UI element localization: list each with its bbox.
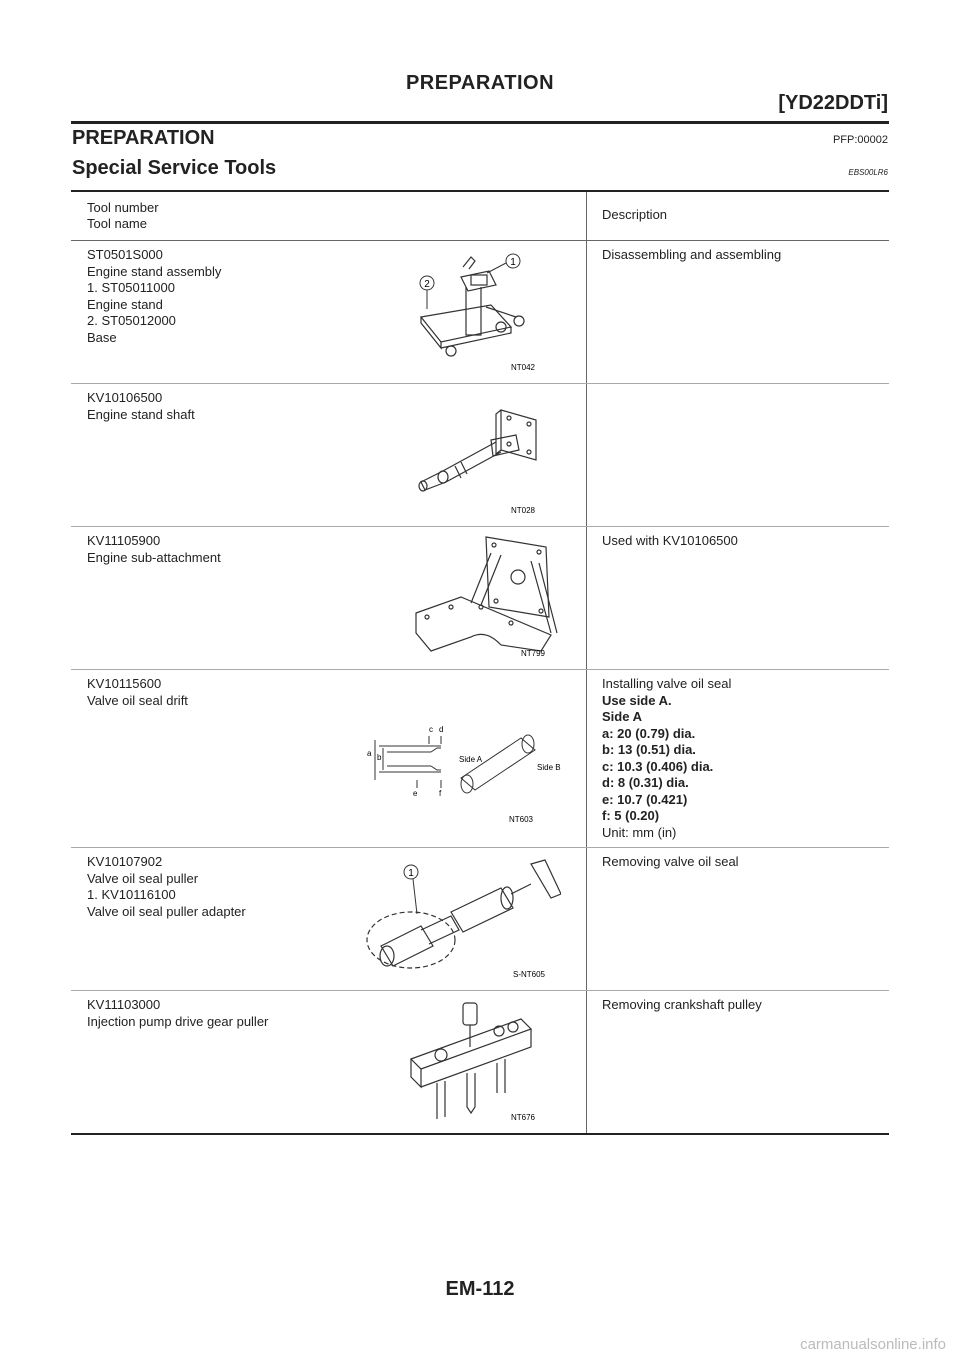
- side-b-label: Side B: [537, 763, 561, 772]
- table-row: [71, 991, 889, 1135]
- valve-oil-seal-puller-illustration: [361, 854, 561, 982]
- tool-cell: KV10115600 Valve oil seal drift: [87, 676, 188, 708]
- side-a-label: Side A: [459, 755, 483, 764]
- svg-text:e: e: [413, 789, 418, 798]
- injection-pump-puller-illustration: [401, 997, 561, 1125]
- table-row: [71, 527, 889, 670]
- figure-code: NT799: [520, 649, 546, 658]
- figure-code: NT676: [510, 1113, 536, 1122]
- svg-text:a: a: [367, 749, 372, 758]
- watermark: carmanualsonline.info: [800, 1336, 946, 1353]
- description-cell: Installing valve oil seal Use side A. Side A a: 20 (0.79) dia. b: 13 (0.51) dia. c: 10.3 (0.406) dia. d: 8 (0.31) dia. e: 10.7 (0.421) f: 5 (0.20) Unit: mm (in): [602, 676, 732, 840]
- table-row: [71, 241, 889, 384]
- figure-code: NT042: [510, 363, 536, 372]
- table-row: [71, 384, 889, 527]
- subsection-title: Special Service Tools: [72, 157, 277, 179]
- tool-cell: KV10106500 Engine stand shaft: [87, 390, 195, 422]
- description-cell: Removing crankshaft pulley: [602, 997, 762, 1012]
- figure-code: NT028: [510, 506, 536, 515]
- page-number: EM-112: [445, 1278, 515, 1300]
- svg-text:d: d: [439, 725, 444, 734]
- figure-code: S-NT605: [512, 970, 546, 979]
- description-cell: Used with KV10106500: [602, 533, 738, 548]
- engine-sub-attachment-illustration: [401, 533, 561, 661]
- svg-text:f: f: [439, 789, 442, 798]
- valve-oil-seal-drift-illustration: [341, 710, 571, 838]
- callout-1: 1: [408, 868, 414, 879]
- tools-table: [71, 192, 889, 1135]
- svg-text:c: c: [429, 725, 433, 734]
- subsection-code: EBS00LR6: [848, 168, 888, 177]
- table-header-row: [71, 192, 889, 241]
- tool-cell: KV10107902 Valve oil seal puller 1. KV10116100 Valve oil seal puller adapter: [87, 854, 246, 919]
- description-column-header: Description: [602, 207, 668, 222]
- header-title: PREPARATION: [405, 72, 555, 94]
- figure-code: NT603: [508, 815, 534, 824]
- header-rule: [71, 121, 889, 124]
- table-row: [71, 670, 889, 848]
- svg-text:b: b: [377, 753, 382, 762]
- tool-cell: KV11105900 Engine sub-attachment: [87, 533, 221, 565]
- tool-cell: KV11103000 Injection pump drive gear puller: [87, 997, 269, 1029]
- engine-stand-shaft-illustration: [401, 390, 561, 518]
- section-title: PREPARATION: [72, 127, 215, 149]
- callout-2: 2: [424, 279, 430, 290]
- tool-cell: ST0501S000 Engine stand assembly 1. ST05011000 Engine stand 2. ST05012000 Base: [87, 247, 222, 345]
- table-row: [71, 848, 889, 991]
- header-model: [YD22DDTi]: [778, 92, 888, 114]
- description-cell: Removing valve oil seal: [602, 854, 739, 869]
- tool-column-header: Tool number Tool name: [87, 200, 159, 231]
- engine-stand-illustration: [401, 247, 561, 375]
- callout-1: 1: [510, 257, 516, 268]
- section-code: PFP:00002: [832, 134, 888, 146]
- description-cell: Disassembling and assembling: [602, 247, 782, 262]
